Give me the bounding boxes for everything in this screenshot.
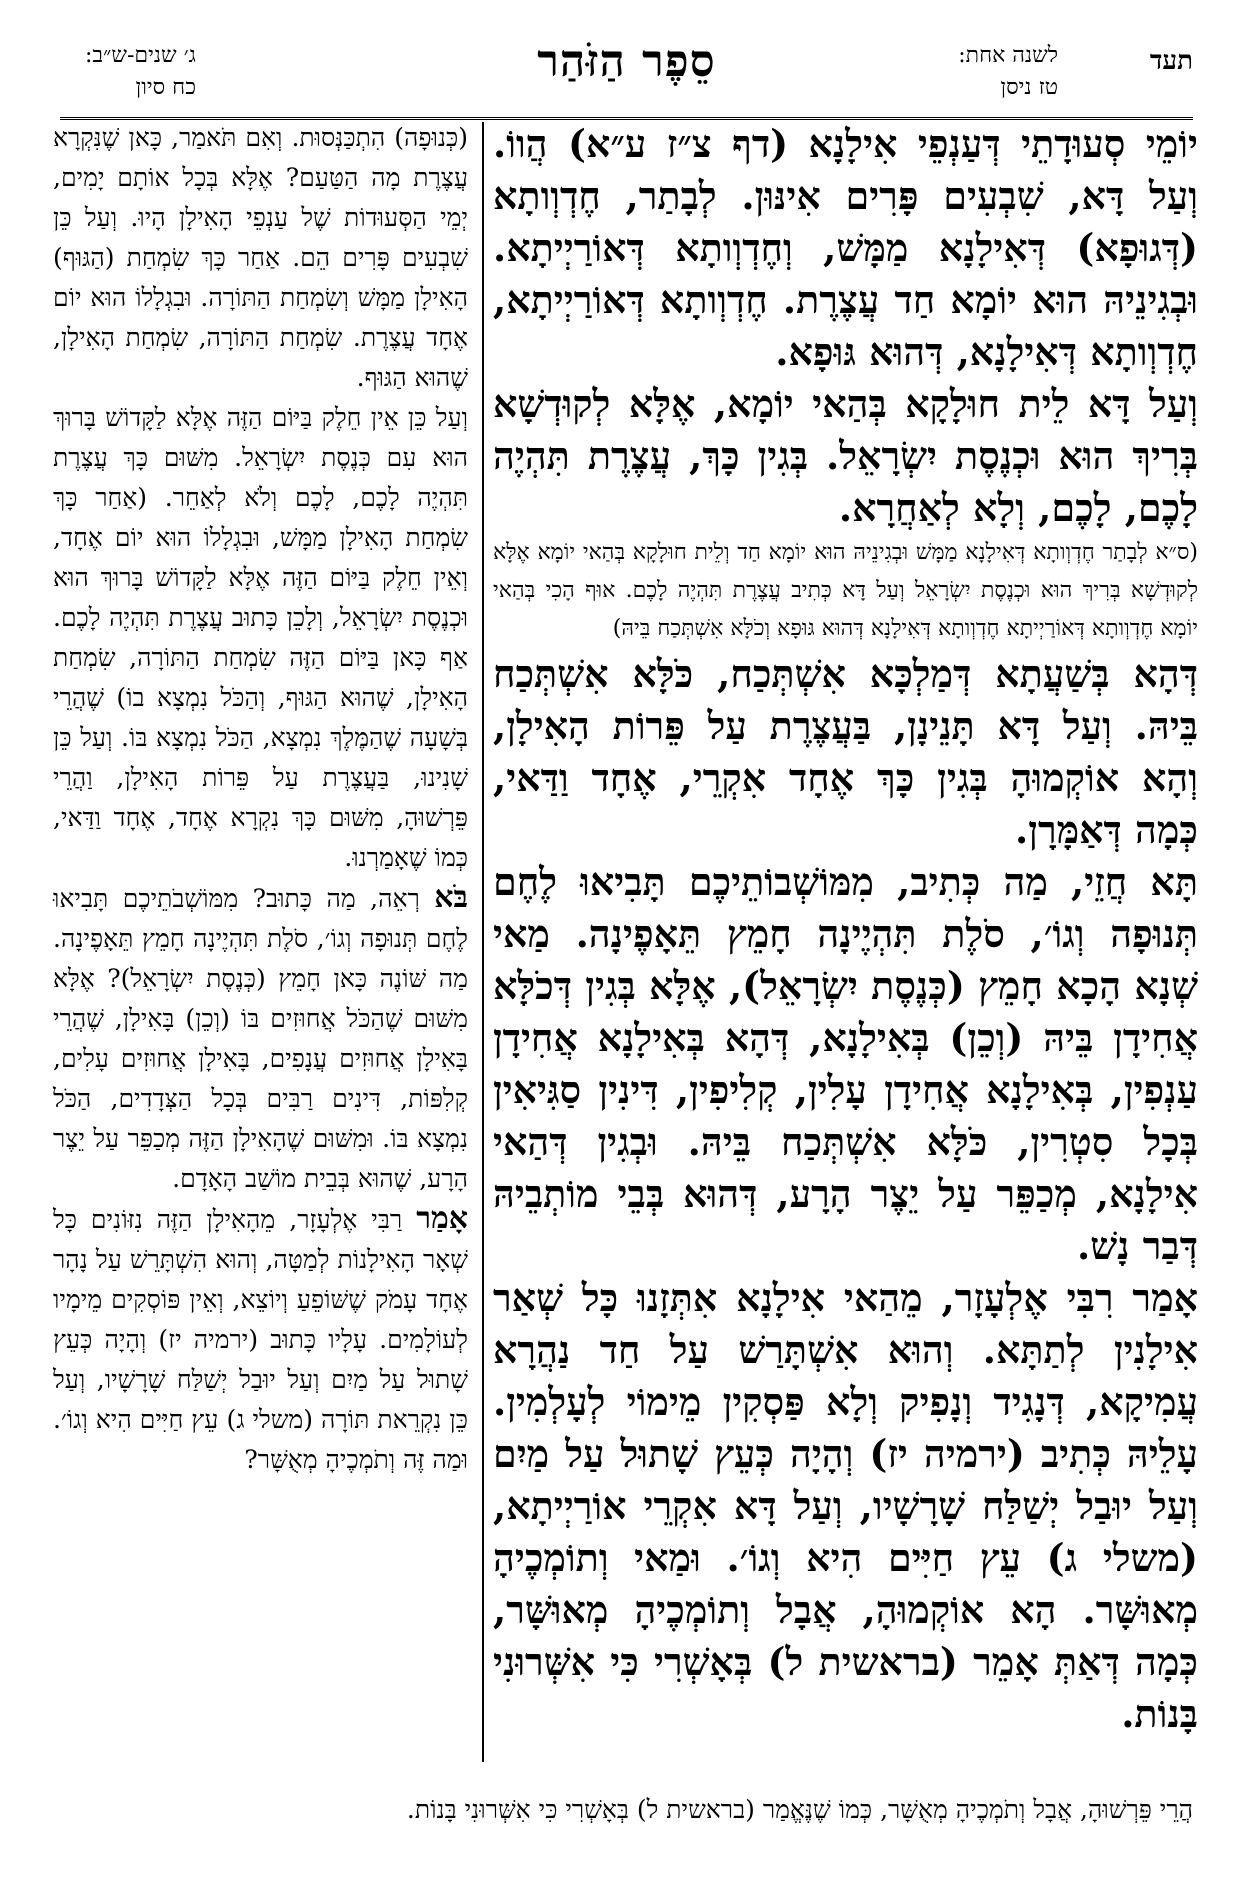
side-paragraph-3 <box>53 878 468 1199</box>
main-paragraph-1: יוֹמֵי סְעוּדָתֵי דְּעַנְפֵי אִילָנָא (דף צ״ז ע״א) הֲווֹ. וְעַל דָּא, שִׁבְעִים פָּרִים אִינּוּן. לְבָתַר, חֶדְוְותָא (דְּגוּפָא) דְּאִילָנָא מַמָּשׁ, וְחֶדְוְותָא דְּאוֹרַיְיתָא. וּבְגִינֵיהּ הוּא יוֹמָא חַד עֲצֶרֶת. חֶדְוְותָא דְּאוֹרַיְיתָא, חֶדְוְותָא דְּאִילָנָא, דְּהוּא גּוּפָא. <box>493 121 1198 374</box>
main-paragraph-3: דְּהָא בְּשַׁעֲתָא דְּמַלְכָּא אִשְׁתְּכַח, כֹּלָּא אִשְׁתְּכַח בֵּיהּ. וְעַל דָּא תָּנֵינָן, בַּעֲצֶרֶת עַל פֵּרוֹת הָאִילָן, וְהָא אוֹקְמוּהָ בְּגִין כָּךְ אֶחָד אִקְרֵי, אֶחָד וַדַּאי, כְּמָה דְּאַמָּרָן. <box>493 651 1198 852</box>
one-year-date: טז ניסן <box>1000 75 1058 100</box>
page-number: תעד <box>1149 46 1193 76</box>
one-year-label: לשנה אחת: <box>958 43 1058 68</box>
main-paragraph-2-variant-note: (ס״א לְבָתַר חֶדְוְותָא דְּאִילָנָא מַמָּשׁ וּבְגִינֵיהּ הוּא יוֹמָא חַד וְלֵית חוּלָקָא בְּהַאי יוֹמָא אֶלָּא לְקוּדְשָׁא בְּרִיךְ הוּא וּכְנֶסֶת יִשְׂרָאֵל וְעַל דָּא כְּתִיב עֲצֶרֶת תִּהְיֶה לָכֶם. אוּף הָכִי בְּהַאי יוֹמָא חֶדְוְותָא דְּאוֹרַיְיתָא חֶדְוְותָא דְּאִילָנָא דְּהוּא גּוּפָא וְכֹלָּא אִשְׁתְּכַח בֵּיהּ) <box>493 540 1198 641</box>
three-year-date: כח סיון <box>135 75 196 100</box>
footer-continuation: הֲרֵי פֵּרְשׁוּהָ, אֲבָל וְתֹמְכֶיהָ מְאֻשָּׁר, כְּמוֹ שֶׁנֶּאֱמַר (בראשית ל) בְּאָשְׁרִי כִּי אִשְּׁרוּנִי בָּנוֹת. <box>406 1795 1193 1824</box>
hebrew-translation-column <box>53 118 468 1768</box>
main-paragraph-2: וְעַל דָּא לֵית חוּלָקָא בְּהַאי יוֹמָא, אֶלָּא לְקוּדְשָׁא בְּרִיךְ הוּא וּכְנֶסֶת יִשְׂרָאֵל. בְּגִין כָּךְ, עֲצֶרֶת תִּהְיֶה לָכֶם, לָכֶם, וְלָא לְאַחֲרָא. <box>493 381 1198 530</box>
three-year-schedule <box>85 40 196 104</box>
side-paragraph-3-text: רְאֵה, מַה כָּתוּב? מִמּוֹשְׁבֹתֵיכֶם תָּבִיאוּ לֶחֶם תְּנוּפָה וְגוֹ׳, סֹלֶת תִּהְיֶינָה חָמֵץ תֵּאָפֶינָה. מַה שּׁוֹנֶה כָּאן חָמֵץ (כְּנֶסֶת יִשְׂרָאֵל)? אֶלָּא מִשּׁוּם שֶׁהַכֹּל אֲחוּזִים בּוֹ (וְכֵן) בָּאִילָן, שֶׁהֲרֵי בָּאִילָן אֲחוּזִים עֲנָפִים, בָּאִילָן אֲחוּזִים עָלִים, קְלִפּוֹת, דִּינִים רַבִּים בְּכָל הַצְּדָדִים, הַכֹּל נִמְצָא בּוֹ. וּמִשּׁוּם שֶׁהָאִילָן הַזֶּה מְכַפֵּר עַל יֵצֶר הָרָע, שֶׁהוּא בְּבֵית מוֹשַׁב הָאָדָם. <box>53 884 468 1193</box>
side-paragraph-4 <box>53 1199 468 1480</box>
page-header <box>60 18 1193 120</box>
book-title: סֵפֶר הַזֹּהַר <box>537 36 716 87</box>
main-paragraph-5: אָמַר רִבִּי אֶלְעָזָר, מֵהַאי אִילָנָא אִתְּזָנוּ כָּל שְׁאַר אִילָנִין לְתַתָּא. וְהוּא אִשְׁתָּרַשׁ עַל חַד נַהֲרָא עֲמִיקָא, דְּנָגִיד וְנָפִיק וְלָא פַּסְקִין מֵימוֹי לְעָלְמִין. עָלֵיהּ כְּתִיב (ירמיה יז) וְהָיָה כְּעֵץ שָׁתוּל עַל מַיִם וְעַל יוּבַל יְשַׁלַּח שָׁרָשָׁיו, וְעַל דָּא אִקְרֵי אוֹרַיְיתָא, (משלי ג) עֵץ חַיִּים הִיא וְגוֹ׳. וּמַאי וְתוֹמְכֶיהָ מְאוּשָּׁר. הָא אוֹקְמוּהָ, אֲבָל וְתוֹמְכֶיהָ מְאוּשָּׁר, כְּמָה דְּאַתְּ אָמֵר (בראשית ל) בְּאָשְׁרִי כִּי אִשְּׁרוּנִי בָּנוֹת. <box>493 1275 1198 1736</box>
side-paragraph-1: (כְּנוּפָה) הִתְכַּנְּסוּת. וְאִם תֹּאמַר, כָּאן שֶׁנִּקְרָא עֲצֶרֶת מָה הַטַּעַם? אֶלָּא בְּכָל אוֹתָם יָמִים, יְמֵי הַסְּעוּדוֹת שֶׁל עַנְפֵי הָאִילָן הָיוּ. וְעַל כֵּן שִׁבְעִים פָּרִים הֵם. אַחַר כָּךְ שִׂמְחַת (הַגּוּף) הָאִילָן מַמָּשׁ וְשִׂמְחַת הַתּוֹרָה. וּבִגְלָלוֹ הוּא יוֹם אֶחָד עֲצֶרֶת. שִׂמְחַת הַתּוֹרָה, שִׂמְחַת הָאִילָן, שֶׁהוּא הַגּוּף. <box>53 123 468 392</box>
side-paragraph-4-text: רַבִּי אֶלְעָזָר, מֵהָאִילָן הַזֶּה נִזּוֹנִים כָּל שְׁאָר הָאִילָנוֹת לְמַטָּה, וְהוּא הִשְׁתָּרֵשׁ עַל נָהָר אֶחָד עָמֹק שֶׁשּׁוֹפֵעַ וְיוֹצֵא, וְאֵין פּוֹסְקִים מֵימָיו לְעוֹלָמִים. עָלָיו כָּתוּב (ירמיה יז) וְהָיָה כְּעֵץ שָׁתוּל עַל מַיִם וְעַל יוּבַל יְשַׁלַּח שָׁרָשָׁיו, וְעַל כֵּן נִקְרֵאת תּוֹרָה (משלי ג) עֵץ חַיִּים הִיא וְגוֹ׳. וּמַה זֶּה וְתֹמְכֶיהָ מְאֻשָּׁר? <box>53 1205 468 1474</box>
side-paragraph-4-lead: אָמַר <box>416 1201 468 1236</box>
side-paragraph-3-lead: בֹּא <box>434 880 468 915</box>
column-divider <box>482 122 484 1762</box>
aramaic-main-column <box>493 118 1198 1768</box>
side-paragraph-2: וְעַל כֵּן אֵין חֵלֶק בַּיּוֹם הַזֶּה אֶלָּא לַקָּדוֹשׁ בָּרוּךְ הוּא עִם כְּנֶסֶת יִשְׂרָאֵל. מִשּׁוּם כָּךְ עֲצֶרֶת תִּהְיֶה לָכֶם, לָכֶם וְלֹא לְאַחֵר. (אַחַר כָּךְ שִׂמְחַת הָאִילָן מַמָּשׁ, וּבִגְלָלוֹ הוּא יוֹם אֶחָד, וְאֵין חֵלֶק בַּיּוֹם הַזֶּה אֶלָּא לַקָּדוֹשׁ בָּרוּךְ הוּא וּכְנֶסֶת יִשְׂרָאֵל, וְלָכֵן כָּתוּב עֲצֶרֶת תִּהְיֶה לָכֶם. אַף כָּאן בַּיּוֹם הַזֶּה שִׂמְחַת הַתּוֹרָה, שִׂמְחַת הָאִילָן, שֶׁהוּא הַגּוּף, וְהַכֹּל נִמְצָא בוֹ) שֶׁהֲרֵי בְּשָׁעָה שֶׁהַמֶּלֶךְ נִמְצָא, הַכֹּל נִמְצָא בּוֹ. וְעַל כֵּן שָׁנִינוּ, בַּעֲצֶרֶת עַל פֵּרוֹת הָאִילָן, וַהֲרֵי פֵּרְשׁוּהָ, מִשּׁוּם כָּךְ נִקְרָא אֶחָד, אֶחָד וַדַּאי, כְּמוֹ שֶׁאָמַרְנוּ. <box>53 403 468 872</box>
three-year-label: ג׳ שנים-ש״ב: <box>85 43 196 68</box>
main-paragraph-4: תָּא חֲזֵי, מַה כְּתִיב, מִמּוֹשְׁבוֹתֵיכֶם תָּבִיאוּ לֶחֶם תְּנוּפָה וְגוֹ׳, סֹלֶת תִּהְיֶינָה חָמֵץ תֵּאָפֶינָה. מַאי שְׁנָא הָכָא חָמֵץ (כְּנֶסֶת יִשְׂרָאֵל), אֶלָּא בְּגִין דְּכֹלָּא אֲחִידָן בֵּיהּ (וְכֵן) בְּאִילָנָא, דְּהָא בְּאִילָנָא אֲחִידָן עַנְפִין, בְּאִילָנָא אֲחִידָן עָלִין, קְלִיפִין, דִּינִין סַגִּיאִין בְּכָל סִטְרִין, כֹּלָּא אִשְׁתְּכַח בֵּיהּ. וּבְגִין דְּהַאי אִילָנָא, מְכַפֵּר עַל יֵצֶר הָרָע, דְּהוּא בְּבֵי מוֹתְבֵיהּ דְּבַר נָשׁ. <box>493 859 1198 1268</box>
